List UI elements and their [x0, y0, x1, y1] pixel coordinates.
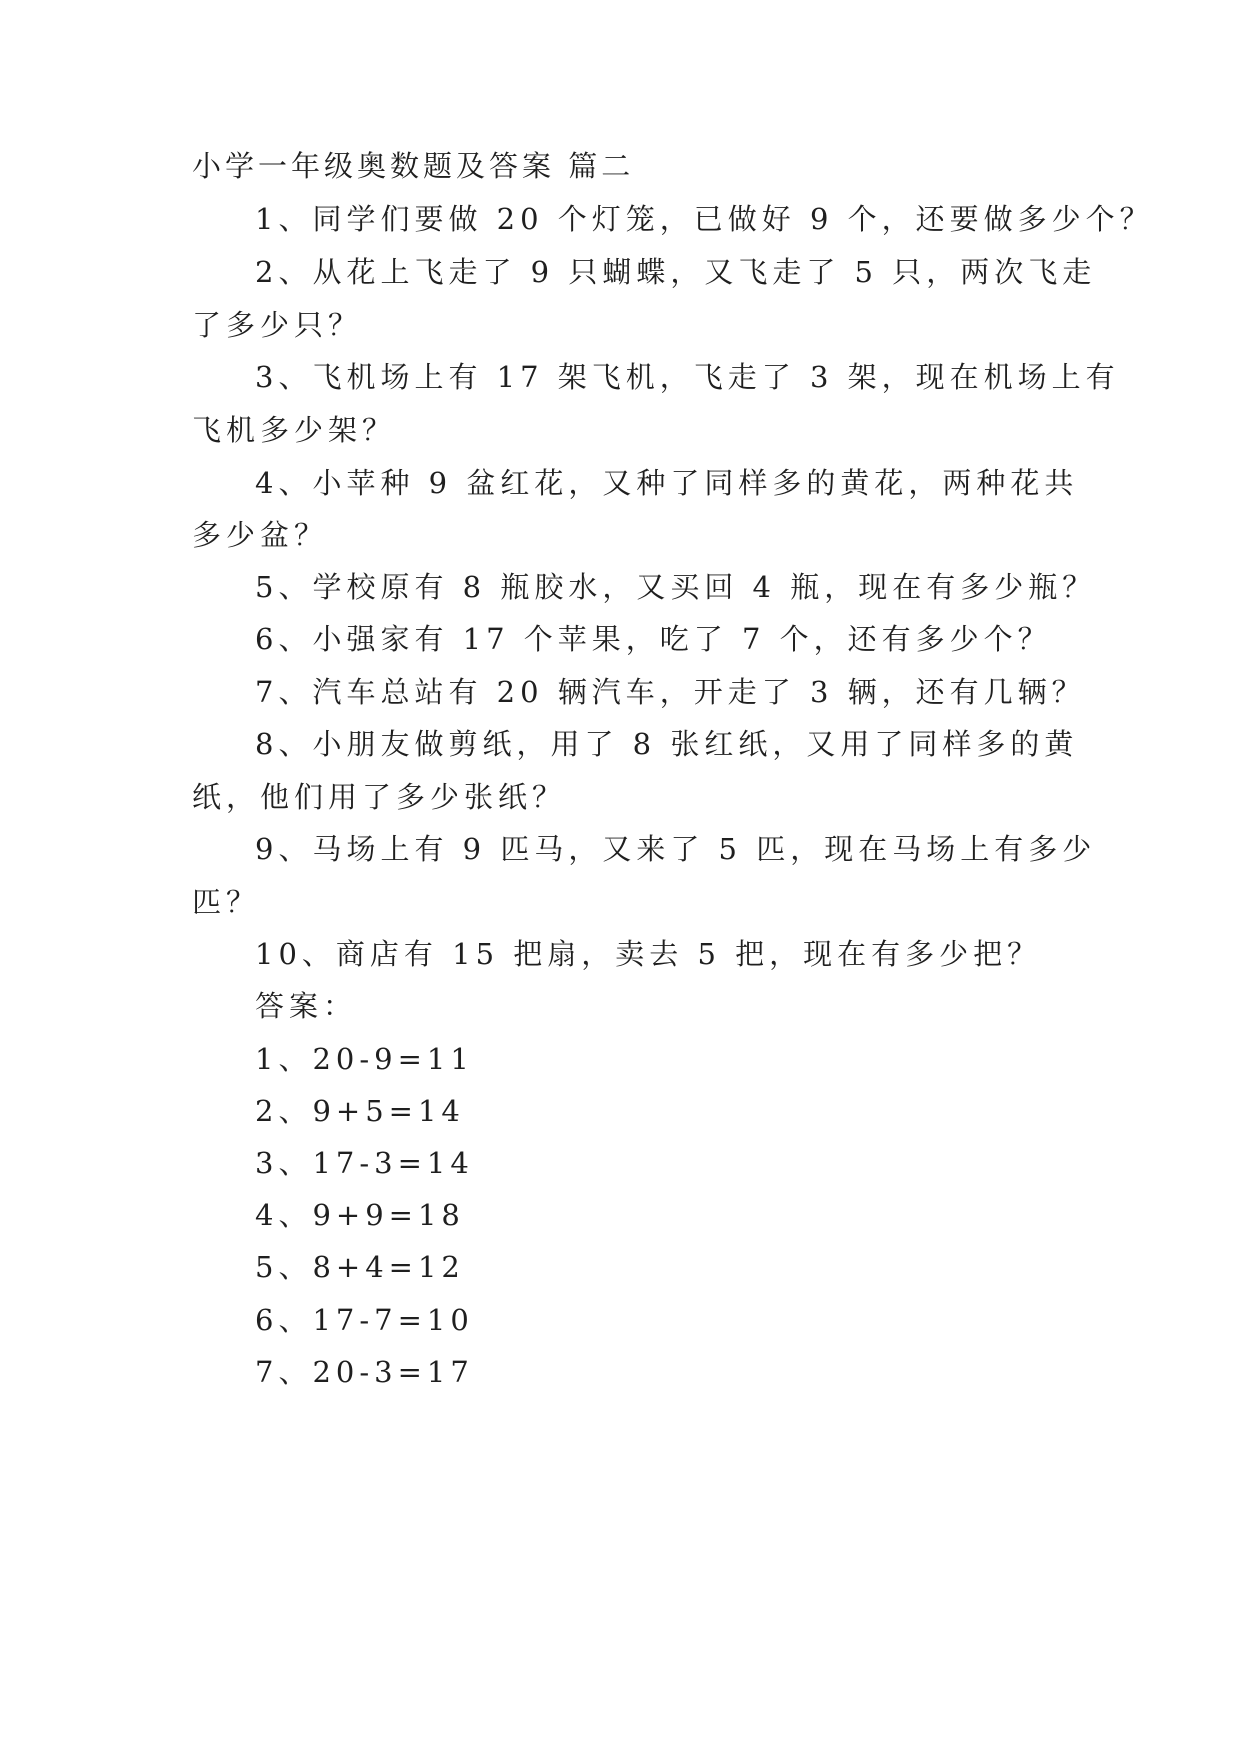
question-9-line-1: 9、马场上有 9 匹马，又来了 5 匹，现在马场上有多少 [255, 832, 1097, 866]
answer-1: 1、20-9=11 [255, 1042, 474, 1076]
question-10-line-1: 10、商店有 15 把扇，卖去 5 把，现在有多少把？ [255, 937, 1042, 971]
answer-3: 3、17-3=14 [255, 1146, 474, 1180]
question-6-line-1: 6、小强家有 17 个苹果，吃了 7 个，还有多少个？ [255, 622, 1052, 656]
question-1-line-1: 1、同学们要做 20 个灯笼，已做好 9 个，还要做多少个？ [255, 202, 1154, 236]
answer-2: 2、9+5=14 [255, 1094, 465, 1128]
question-3-line-2: 飞机多少架？ [192, 413, 397, 447]
answer-7: 7、20-3=17 [255, 1355, 474, 1389]
question-8-line-1: 8、小朋友做剪纸，用了 8 张红纸，又用了同样多的黄 [255, 727, 1079, 761]
question-4-line-2: 多少盆？ [192, 518, 329, 552]
question-8-line-2: 纸，他们用了多少张纸？ [192, 780, 567, 814]
question-3-line-1: 3、飞机场上有 17 架飞机，飞走了 3 架，现在机场上有 [255, 360, 1120, 394]
answer-4: 4、9+9=18 [255, 1198, 465, 1232]
question-7-line-1: 7、汽车总站有 20 辆汽车，开走了 3 辆，还有几辆？ [255, 675, 1086, 709]
question-4-line-1: 4、小苹种 9 盆红花，又种了同样多的黄花，两种花共 [255, 466, 1079, 500]
question-5-line-1: 5、学校原有 8 瓶胶水，又买回 4 瓶，现在有多少瓶？ [255, 570, 1097, 604]
question-2-line-2: 了多少只？ [192, 308, 363, 342]
answer-5: 5、8+4=12 [255, 1250, 465, 1284]
answers-heading: 答案： [255, 989, 358, 1023]
question-9-line-2: 匹？ [192, 885, 261, 919]
question-2-line-1: 2、从花上飞走了 9 只蝴蝶，又飞走了 5 只，两次飞走 [255, 255, 1097, 289]
answer-6: 6、17-7=10 [255, 1303, 474, 1337]
document-title: 小学一年级奥数题及答案 篇二 [192, 149, 635, 183]
